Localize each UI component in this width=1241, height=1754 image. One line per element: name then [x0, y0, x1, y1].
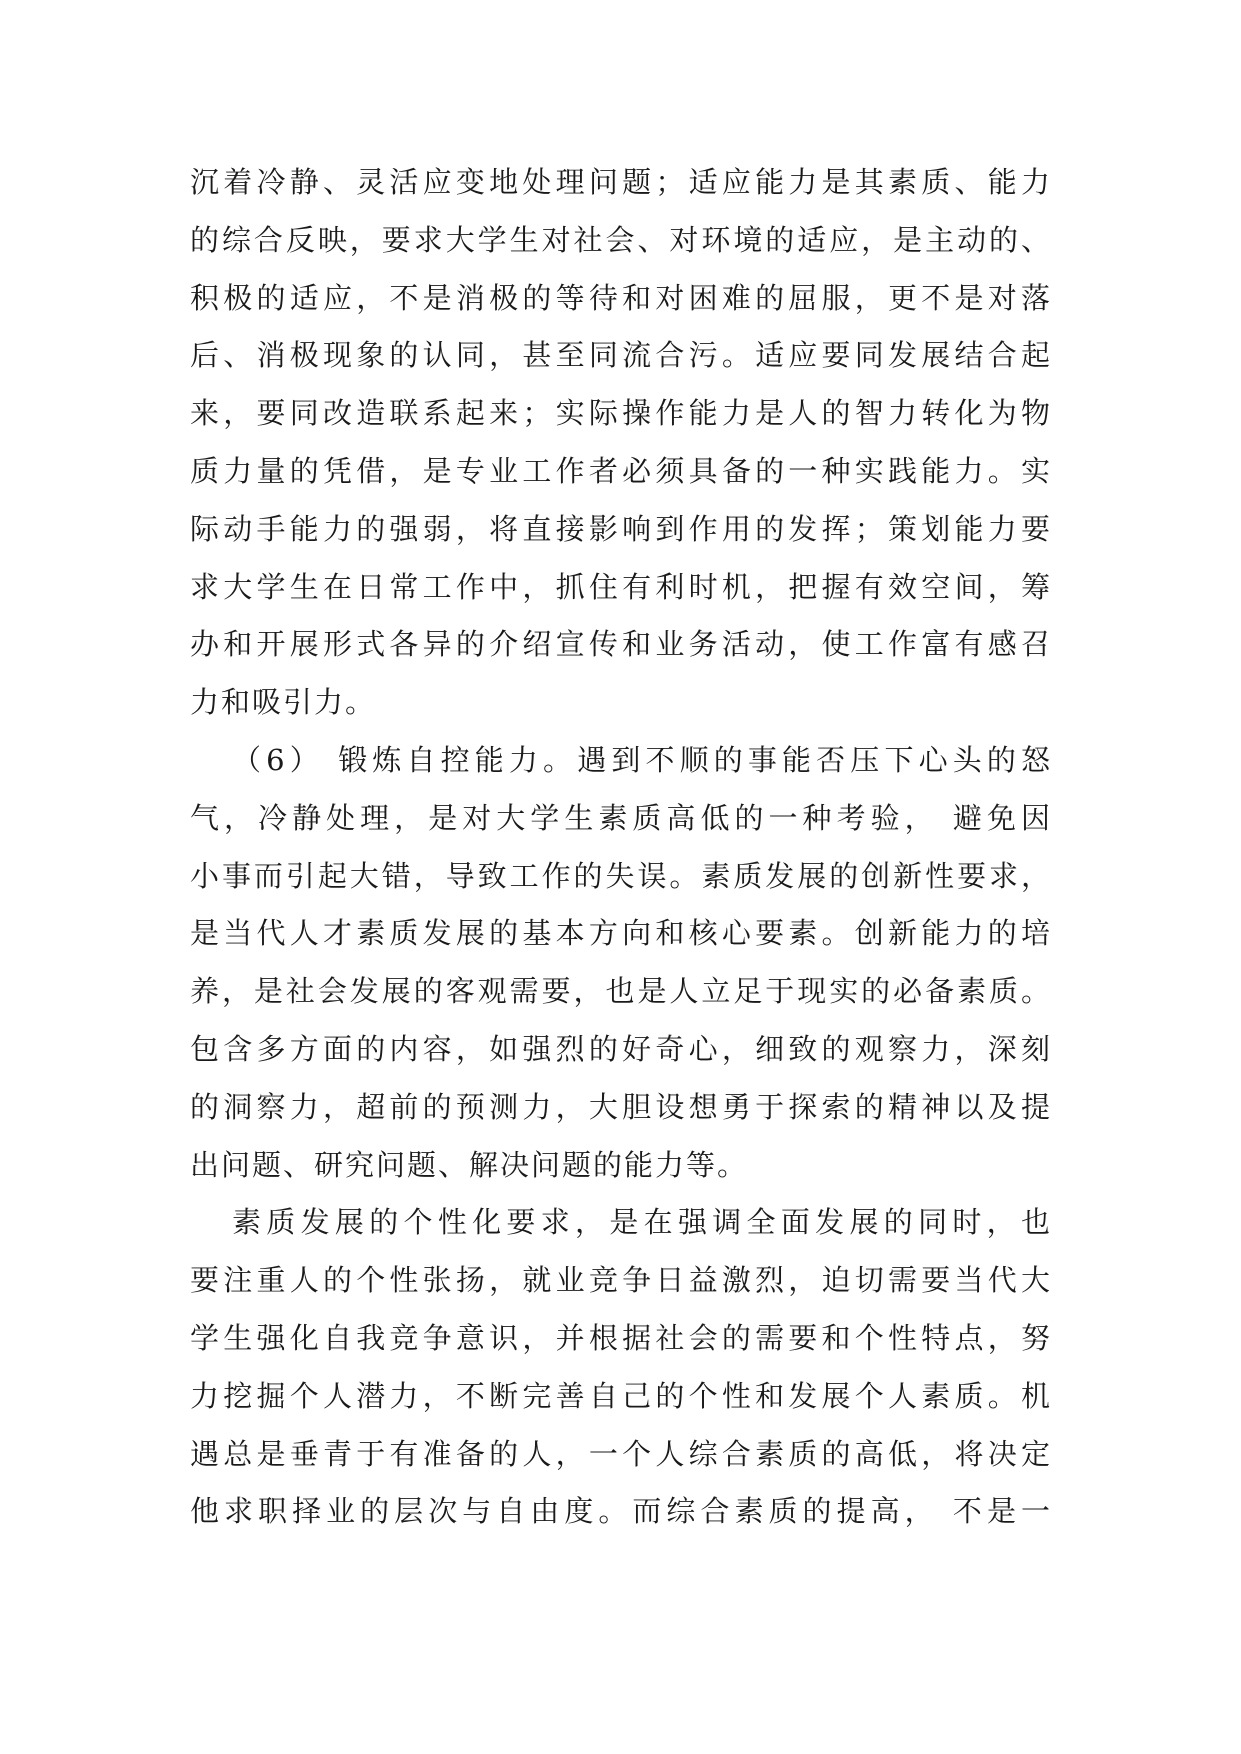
- text-line: 气，冷静处理，是对大学生素质高低的一种考验， 避免因: [190, 800, 1052, 835]
- paragraph: [190, 154, 1052, 732]
- text-line: 质力量的凭借，是专业工作者必须具备的一种实践能力。实: [190, 453, 1052, 488]
- paragraph: [190, 1194, 1052, 1541]
- text-line: 的洞察力，超前的预测力，大胆设想勇于探索的精神以及提: [190, 1089, 1052, 1124]
- text-line: （6） 锻炼自控能力。遇到不顺的事能否压下心头的怒: [232, 742, 1052, 777]
- text-line: 素质发展的个性化要求，是在强调全面发展的同时，也: [232, 1205, 1052, 1240]
- text-line: 包含多方面的内容，如强烈的好奇心，细致的观察力，深刻: [190, 1031, 1052, 1066]
- text-line: 出问题、研究问题、解决问题的能力等。: [190, 1147, 749, 1182]
- text-line: 力挖掘个人潜力，不断完善自己的个性和发展个人素质。机: [190, 1378, 1052, 1413]
- text-line: 是当代人才素质发展的基本方向和核心要素。创新能力的培: [190, 916, 1052, 951]
- text-line: 遇总是垂青于有准备的人，一个人综合素质的高低，将决定: [190, 1436, 1052, 1471]
- text-line: 办和开展形式各异的介绍宣传和业务活动，使工作富有感召: [190, 627, 1052, 662]
- text-line: 要注重人的个性张扬，就业竞争日益激烈，迫切需要当代大: [190, 1263, 1052, 1298]
- text-line: 沉着冷静、灵活应变地处理问题；适应能力是其素质、能力: [190, 165, 1052, 199]
- text-line: 小事而引起大错，导致工作的失误。素质发展的创新性要求，: [190, 858, 1052, 893]
- text-line: 积极的适应，不是消极的等待和对困难的屈服，更不是对落: [190, 280, 1052, 315]
- text-line: 的综合反映，要求大学生对社会、对环境的适应，是主动的、: [190, 222, 1052, 257]
- text-line: 学生强化自我竞争意识，并根据社会的需要和个性特点，努: [190, 1320, 1052, 1355]
- paragraph: [190, 732, 1052, 1194]
- text-line: 养，是社会发展的客观需要，也是人立足于现实的必备素质。: [190, 974, 1052, 1009]
- text-line: 力和吸引力。: [190, 685, 377, 720]
- document-page: [190, 154, 1052, 1541]
- text-line: 际动手能力的强弱，将直接影响到作用的发挥；策划能力要: [190, 511, 1052, 546]
- text-line: 他求职择业的层次与自由度。而综合素质的提高， 不是一: [190, 1494, 1052, 1529]
- text-line: 求大学生在日常工作中，抓住有利时机，把握有效空间，筹: [190, 569, 1052, 604]
- text-line: 后、消极现象的认同，甚至同流合污。适应要同发展结合起: [190, 338, 1052, 373]
- text-line: 来，要同改造联系起来；实际操作能力是人的智力转化为物: [190, 396, 1052, 431]
